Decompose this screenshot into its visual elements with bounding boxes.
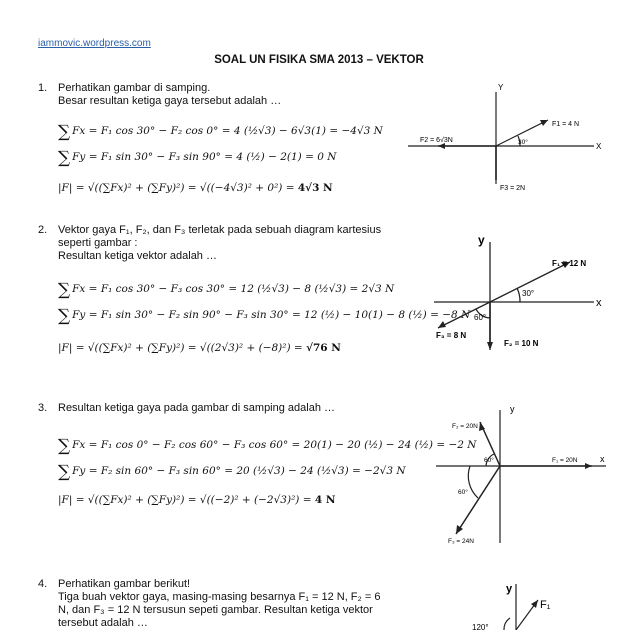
equation-text: Fx = F₁ cos 0° − F₂ cos 60° − F₃ cos 60° = 20(1) − 20 (½) − 24 (½) = −2 N [72,439,477,451]
question-line: N, dan F₃ = 12 N tersusun sepeti gambar. Resultan ketiga vektor [58,604,373,616]
equation-sum-fx [58,436,476,456]
equation-sum-fx [58,122,383,142]
axis-label: Y [498,83,504,92]
question-line: Resultan ketiga vektor adalah … [58,250,217,262]
figure-q4 [440,580,608,630]
vector-label: F₂ = 20N [452,423,478,430]
question-text [58,578,418,630]
equation-sum-fy [58,462,406,482]
angle-label: 60° [458,489,468,496]
axis-label: y [506,583,513,595]
sigma-icon: ∑ [58,280,71,300]
answer: 4 N [314,494,336,506]
sigma-icon: ∑ [58,148,71,168]
question-text [58,402,335,415]
vector-label: F₃ = 24N [448,538,474,545]
vector-label: F2 = 6√3N [420,137,453,144]
equation-sum-fx [58,280,394,300]
equation-text: Fy = F₁ sin 30° − F₃ sin 90° = 4 (½) − 2(1) = 0 N [72,151,337,163]
sigma-icon: ∑ [58,306,71,326]
axis-label: X [596,142,602,151]
equation-resultant [58,182,333,194]
equation-text: Fx = F₁ cos 30° − F₂ cos 0° = 4 (½√3) − 6√3(1) = −4√3 N [72,125,383,137]
question-line: Vektor gaya F₁, F₂, dan F₃ terletak pada sebuah diagram kartesius [58,224,382,236]
vector-f3 [456,466,500,534]
question-number: 4. [38,578,48,590]
vector-label: F₁ = 20N [552,457,578,464]
question-text [58,224,381,263]
vector-label: F₁ [540,599,551,611]
vector-label: F1 = 4 N [552,121,580,128]
vector-label: F₁ = 12 N [552,259,587,268]
question-number: 2. [38,224,48,236]
equation-text: |F| = √((∑Fx)² + (∑Fy)²) = √((−4√3)² + 0²) = [58,182,298,194]
vector-label: F₂ = 10 N [504,339,539,348]
question-line: seperti gambar : [58,237,138,249]
question-number: 1. [38,82,48,94]
angle-label: 120° [472,623,489,630]
angle-label: 30° [522,289,535,298]
equation-text: Fx = F₁ cos 30° − F₃ cos 30° = 12 (½√3) − 8 (½√3) = 2√3 N [72,283,395,295]
question-text [58,82,281,108]
question-line: Perhatikan gambar di samping. [58,82,211,94]
question-number: 3. [38,402,48,414]
sigma-icon: ∑ [58,462,71,482]
figure-q3 [430,398,608,548]
question-line: Besar resultan ketiga gaya tersebut adalah … [58,95,282,107]
question-line: Perhatikan gambar berikut! [58,578,191,590]
page-title: SOAL UN FISIKA SMA 2013 – VEKTOR [214,54,424,66]
figure-q2 [428,230,608,360]
sigma-icon: ∑ [58,436,71,456]
angle-label: 60° [474,313,487,322]
answer: 4√3 N [297,182,333,194]
equation-text: |F| = √((∑Fx)² + (∑Fy)²) = √((−2)² + (−2√3)²) = [58,494,315,506]
question-line: Resultan ketiga gaya pada gambar di samping adalah … [58,402,336,414]
axis-label: x [596,297,602,309]
axis-label: x [600,454,605,464]
vector-label: F3 = 2N [500,185,526,192]
figure-q1 [398,80,608,200]
question-line: Tiga buah vektor gaya, masing-masing besarnya F₁ = 12 N, F₂ = 6 [58,591,381,603]
equation-resultant [58,342,341,354]
equation-text: |F| = √((∑Fx)² + (∑Fy)²) = √((2√3)² + (−8)²) = [58,342,307,354]
equation-resultant [58,494,335,506]
equation-text: Fy = F₁ sin 30° − F₂ sin 90° − F₃ sin 30° = 12 (½) − 10(1) − 8 (½) = −8 N [72,309,471,321]
vector-label: F₃ = 8 N [436,331,467,340]
angle-label: 60° [484,457,494,464]
axis-label: y [510,404,515,414]
equation-sum-fy [58,306,470,326]
angle-label: 30° [518,139,528,146]
answer: √76 N [306,342,341,354]
question-line: tersebut adalah … [58,617,148,629]
equation-text: Fy = F₂ sin 60° − F₃ sin 60° = 20 (½√3) − 24 (½√3) = −2√3 N [72,465,406,477]
axis-label: y [478,233,485,247]
equation-sum-fy [58,148,336,168]
site-link[interactable]: iammovic.wordpress.com [38,38,151,49]
sigma-icon: ∑ [58,122,71,142]
